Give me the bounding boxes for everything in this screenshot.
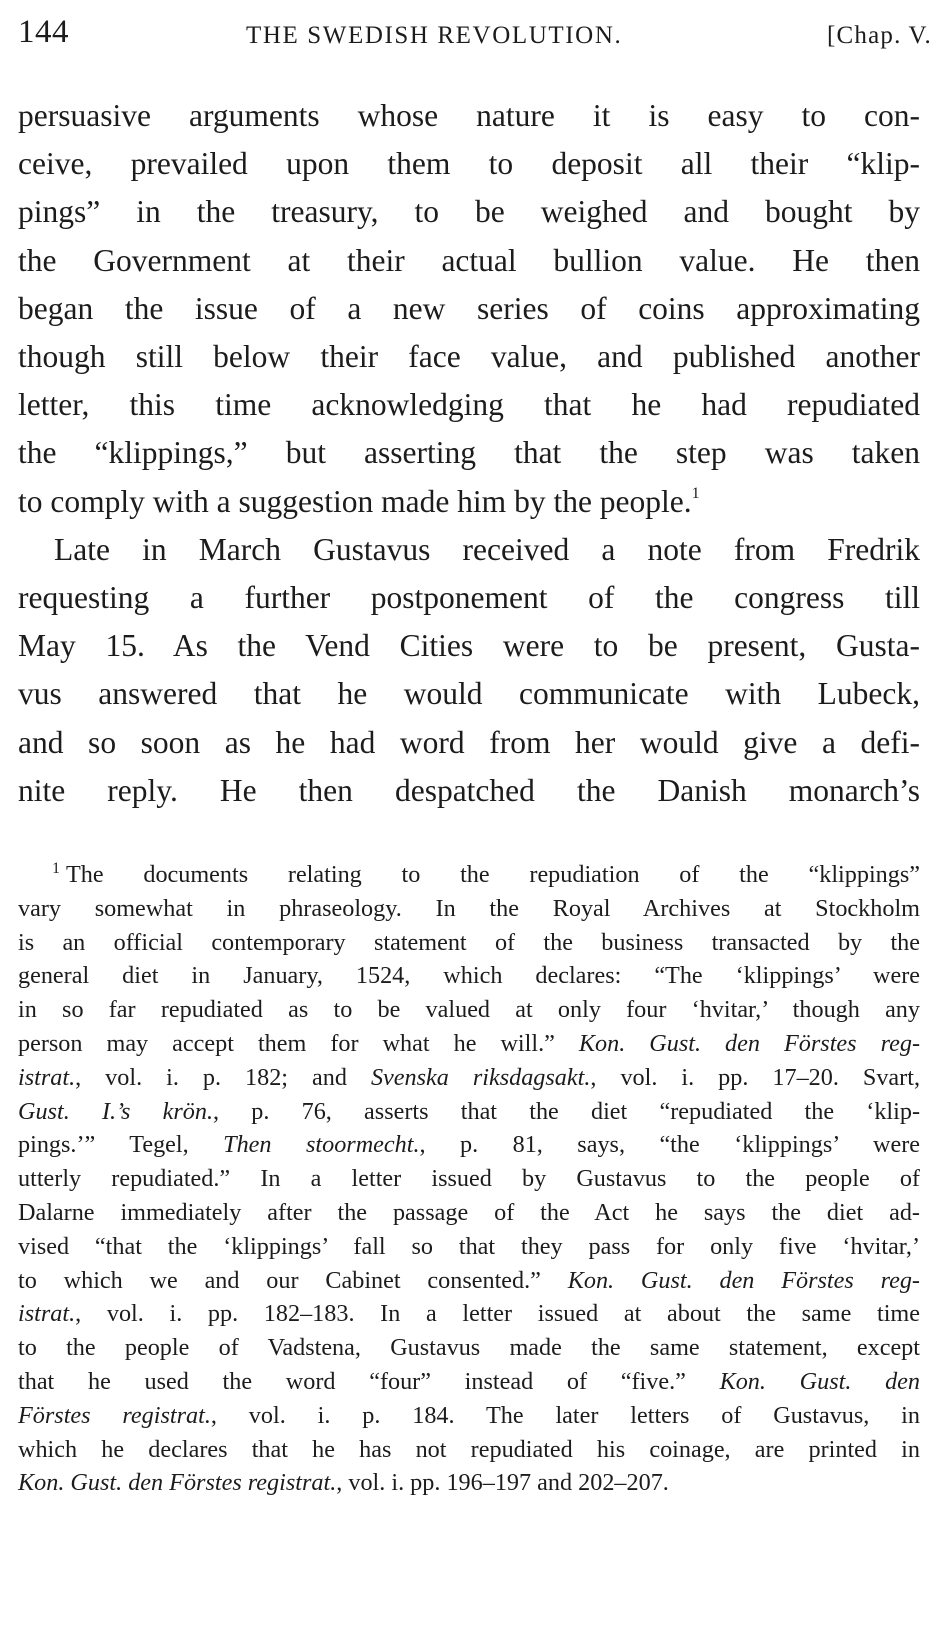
footnote-reference[interactable]: 1 xyxy=(691,484,700,502)
text-line: requesting a further postponement of the congress till xyxy=(18,580,920,616)
footnote-text: Dalarne immediately after the passage of the Act he says the diet ad- xyxy=(18,1198,920,1226)
footnote-block xyxy=(18,858,920,1500)
footnote-text: general diet in January, 1524, which declares: “The ‘klippings’ were xyxy=(18,962,920,990)
footnote-text: , vol. i. pp. 196–197 and 202–207. xyxy=(336,1469,669,1497)
footnote-line xyxy=(18,1399,920,1433)
main-text xyxy=(18,92,920,815)
footnote-text: pings.’” Tegel, xyxy=(18,1131,224,1159)
footnote-line xyxy=(18,1196,920,1230)
text-line: persuasive arguments whose nature it is easy to con- xyxy=(18,98,920,133)
footnote-line xyxy=(18,1027,920,1061)
footnote-text: vised “that the ‘klippings’ fall so that they pass for only five ‘hvitar,’ xyxy=(18,1232,920,1260)
footnote-line xyxy=(18,1230,920,1264)
footnote-line xyxy=(18,1095,920,1129)
running-head xyxy=(18,8,932,58)
footnote-line xyxy=(18,959,920,993)
citation-title: Then stoormecht. xyxy=(223,1131,420,1159)
chapter-reference: [Chap. V. xyxy=(826,22,932,49)
footnote-text: to which we and our Cabinet consented.” xyxy=(18,1266,568,1294)
text-line: the Government at their actual bullion value. He then xyxy=(18,242,920,278)
footnote-line xyxy=(18,1128,920,1162)
footnote-line xyxy=(18,858,920,892)
footnote-text: , p. 81, says, “the ‘klippings’ were xyxy=(419,1131,920,1159)
citation-title: Kon. Gust. den xyxy=(719,1367,920,1395)
citation-title: Kon. Gust. den Förstes registrat. xyxy=(18,1469,337,1497)
text-line: letter, this time acknowledging that he had repudiated xyxy=(18,387,920,423)
citation-title: istrat. xyxy=(18,1063,76,1091)
text-line: ceive, prevailed upon them to deposit all their “klip- xyxy=(18,146,920,182)
text-line: the “klippings,” but asserting that the step was taken xyxy=(18,435,920,471)
footnote-line xyxy=(18,1331,920,1365)
footnote-text: that he used the word “four” instead of “five.” xyxy=(18,1367,720,1395)
footnote-line xyxy=(18,993,920,1027)
footnote-line xyxy=(18,1264,920,1298)
citation-title: Svenska riksdagsakt. xyxy=(370,1063,591,1091)
text-line: Late in March Gustavus received a note from Fredrik xyxy=(54,531,920,567)
page-number: 144 xyxy=(18,14,69,50)
footnote-line xyxy=(18,1297,920,1331)
running-title: THE SWEDISH REVOLUTION. xyxy=(246,22,623,49)
text-line: nite reply. He then despatched the Danish monarch’s xyxy=(18,772,920,808)
citation-title: Gust. I.’s krön. xyxy=(18,1097,213,1125)
footnote-text: to the people of Vadstena, Gustavus made the same statement, except xyxy=(18,1334,920,1362)
footnote-line xyxy=(18,1162,920,1196)
footnote-text: is an official contemporary statement of the business transacted by the xyxy=(18,928,920,956)
citation-title: Kon. Gust. den Förstes reg- xyxy=(567,1266,920,1294)
text-line xyxy=(18,478,920,526)
text-line: though still below their face value, and published another xyxy=(18,339,920,375)
footnote-marker: 1 xyxy=(52,860,60,877)
footnote-text: , vol. i. pp. 182–183. In a letter issued at about the same time xyxy=(75,1300,920,1328)
citation-title: Kon. Gust. den Förstes reg- xyxy=(578,1029,920,1057)
text-line: vus answered that he would communicate with Lubeck, xyxy=(18,676,920,712)
footnote-line xyxy=(18,892,920,926)
text-line: pings” in the treasury, to be weighed and bought by xyxy=(18,194,920,230)
footnote-line xyxy=(18,1466,920,1500)
footnote-text: , vol. i. pp. 17–20. Svart, xyxy=(590,1063,920,1091)
footnote-text: , vol. i. p. 182; and xyxy=(75,1063,371,1091)
footnote-line xyxy=(18,1433,920,1467)
footnote-text: utterly repudiated.” In a letter issued by Gustavus to the people of xyxy=(18,1165,920,1193)
footnote-line xyxy=(18,1365,920,1399)
citation-title: istrat. xyxy=(18,1300,76,1328)
footnote-text: vary somewhat in phraseology. In the Royal Archives at Stockholm xyxy=(18,894,920,922)
text-line: began the issue of a new series of coins approximating xyxy=(18,290,920,326)
footnote-line xyxy=(18,926,920,960)
footnote-text: The documents relating to the repudiation of the “klippings” xyxy=(66,861,920,888)
footnote-text: person may accept them for what he will.” xyxy=(18,1029,579,1057)
citation-title: Förstes registrat. xyxy=(18,1401,211,1429)
paragraph-2 xyxy=(18,526,920,815)
footnote-text: which he declares that he has not repudiated his coinage, are printed in xyxy=(18,1435,920,1463)
footnote-line xyxy=(18,1061,920,1095)
paragraph-1 xyxy=(18,92,920,526)
footnote-text: , p. 76, asserts that the diet “repudiated the ‘klip- xyxy=(213,1097,920,1125)
footnote-text: in so far repudiated as to be valued at only four ‘hvitar,’ though any xyxy=(18,996,920,1024)
footnote-text: , vol. i. p. 184. The later letters of Gustavus, in xyxy=(210,1401,920,1429)
text-line: May 15. As the Vend Cities were to be present, Gusta- xyxy=(18,628,920,664)
text-line-content: to comply with a suggestion made him by the people. xyxy=(18,483,692,519)
text-line: and so soon as he had word from her would give a defi- xyxy=(18,724,920,760)
